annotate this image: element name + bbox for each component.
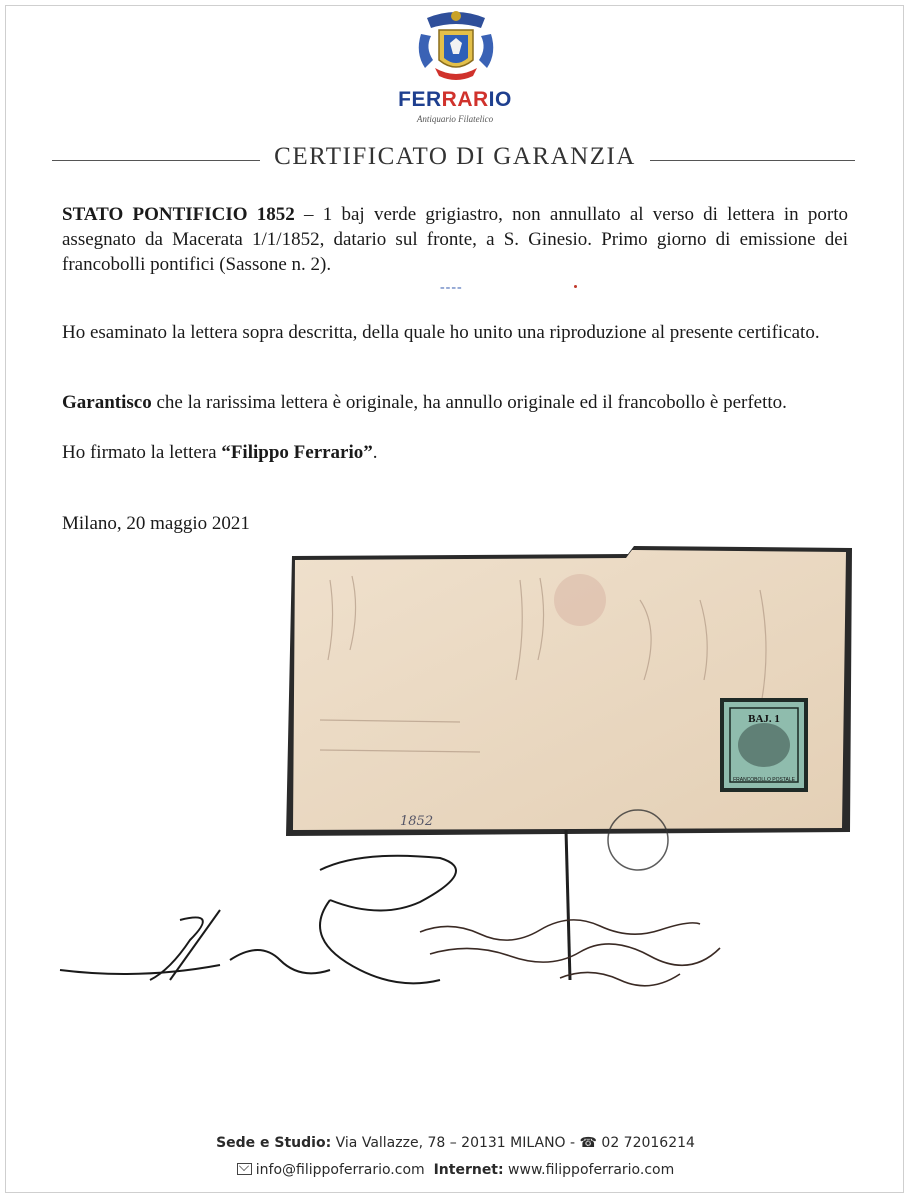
separator: ---- [440,280,463,295]
footer-contacts: info@filippoferrario.com Internet: www.filippoferrario.com [0,1162,911,1178]
postage-stamp [720,698,808,792]
letter-image [0,540,911,990]
website-link[interactable]: www.filippoferrario.com [503,1162,675,1178]
handwritten-year: 1852 [400,814,434,829]
coat-of-arms-logo [415,8,497,90]
heading-rule-right [650,160,855,161]
heading-rule-left [52,160,260,161]
stamp-value-label: BAJ. 1 [748,713,780,725]
description-paragraph: STATO PONTIFICIO 1852 – 1 baj verde grigiastro, non annullato al verso di lettera in porto assegnato da Macerata 1/1/1852, datario sul fronte, a S. Ginesio. Primo giorno di emissione dei francobolli pontifici (Sassone n. 2). [62,204,848,275]
examination-paragraph: Ho esaminato la lettera sopra descritta, della quale ho unito una riproduzione al presente certificato. [62,322,820,343]
red-dot [574,285,577,288]
email-link[interactable]: info@filippoferrario.com [255,1162,425,1178]
brand-tagline: Antiquario Filatelico [416,114,494,124]
guarantee-paragraph: Garantisco che la rarissima lettera è originale, ha annullo originale ed il francobollo è perfetto. [62,392,787,413]
brand-name: FERRARIO [398,88,512,111]
footer-address: Sede e Studio: Via Vallazze, 78 – 20131 MILANO - ☎ 02 72016214 [216,1135,695,1151]
signature-paragraph: Ho firmato la lettera “Filippo Ferrario”. [62,442,378,463]
envelope-icon [237,1163,252,1175]
place-date: Milano, 20 maggio 2021 [62,513,250,534]
stamp-bottom-label: FRANCOBOLLO POSTALE [733,777,795,783]
description-bold: STATO PONTIFICIO 1852 [62,204,295,225]
certificate-title: CERTIFICATO DI GARANZIA [274,143,636,170]
